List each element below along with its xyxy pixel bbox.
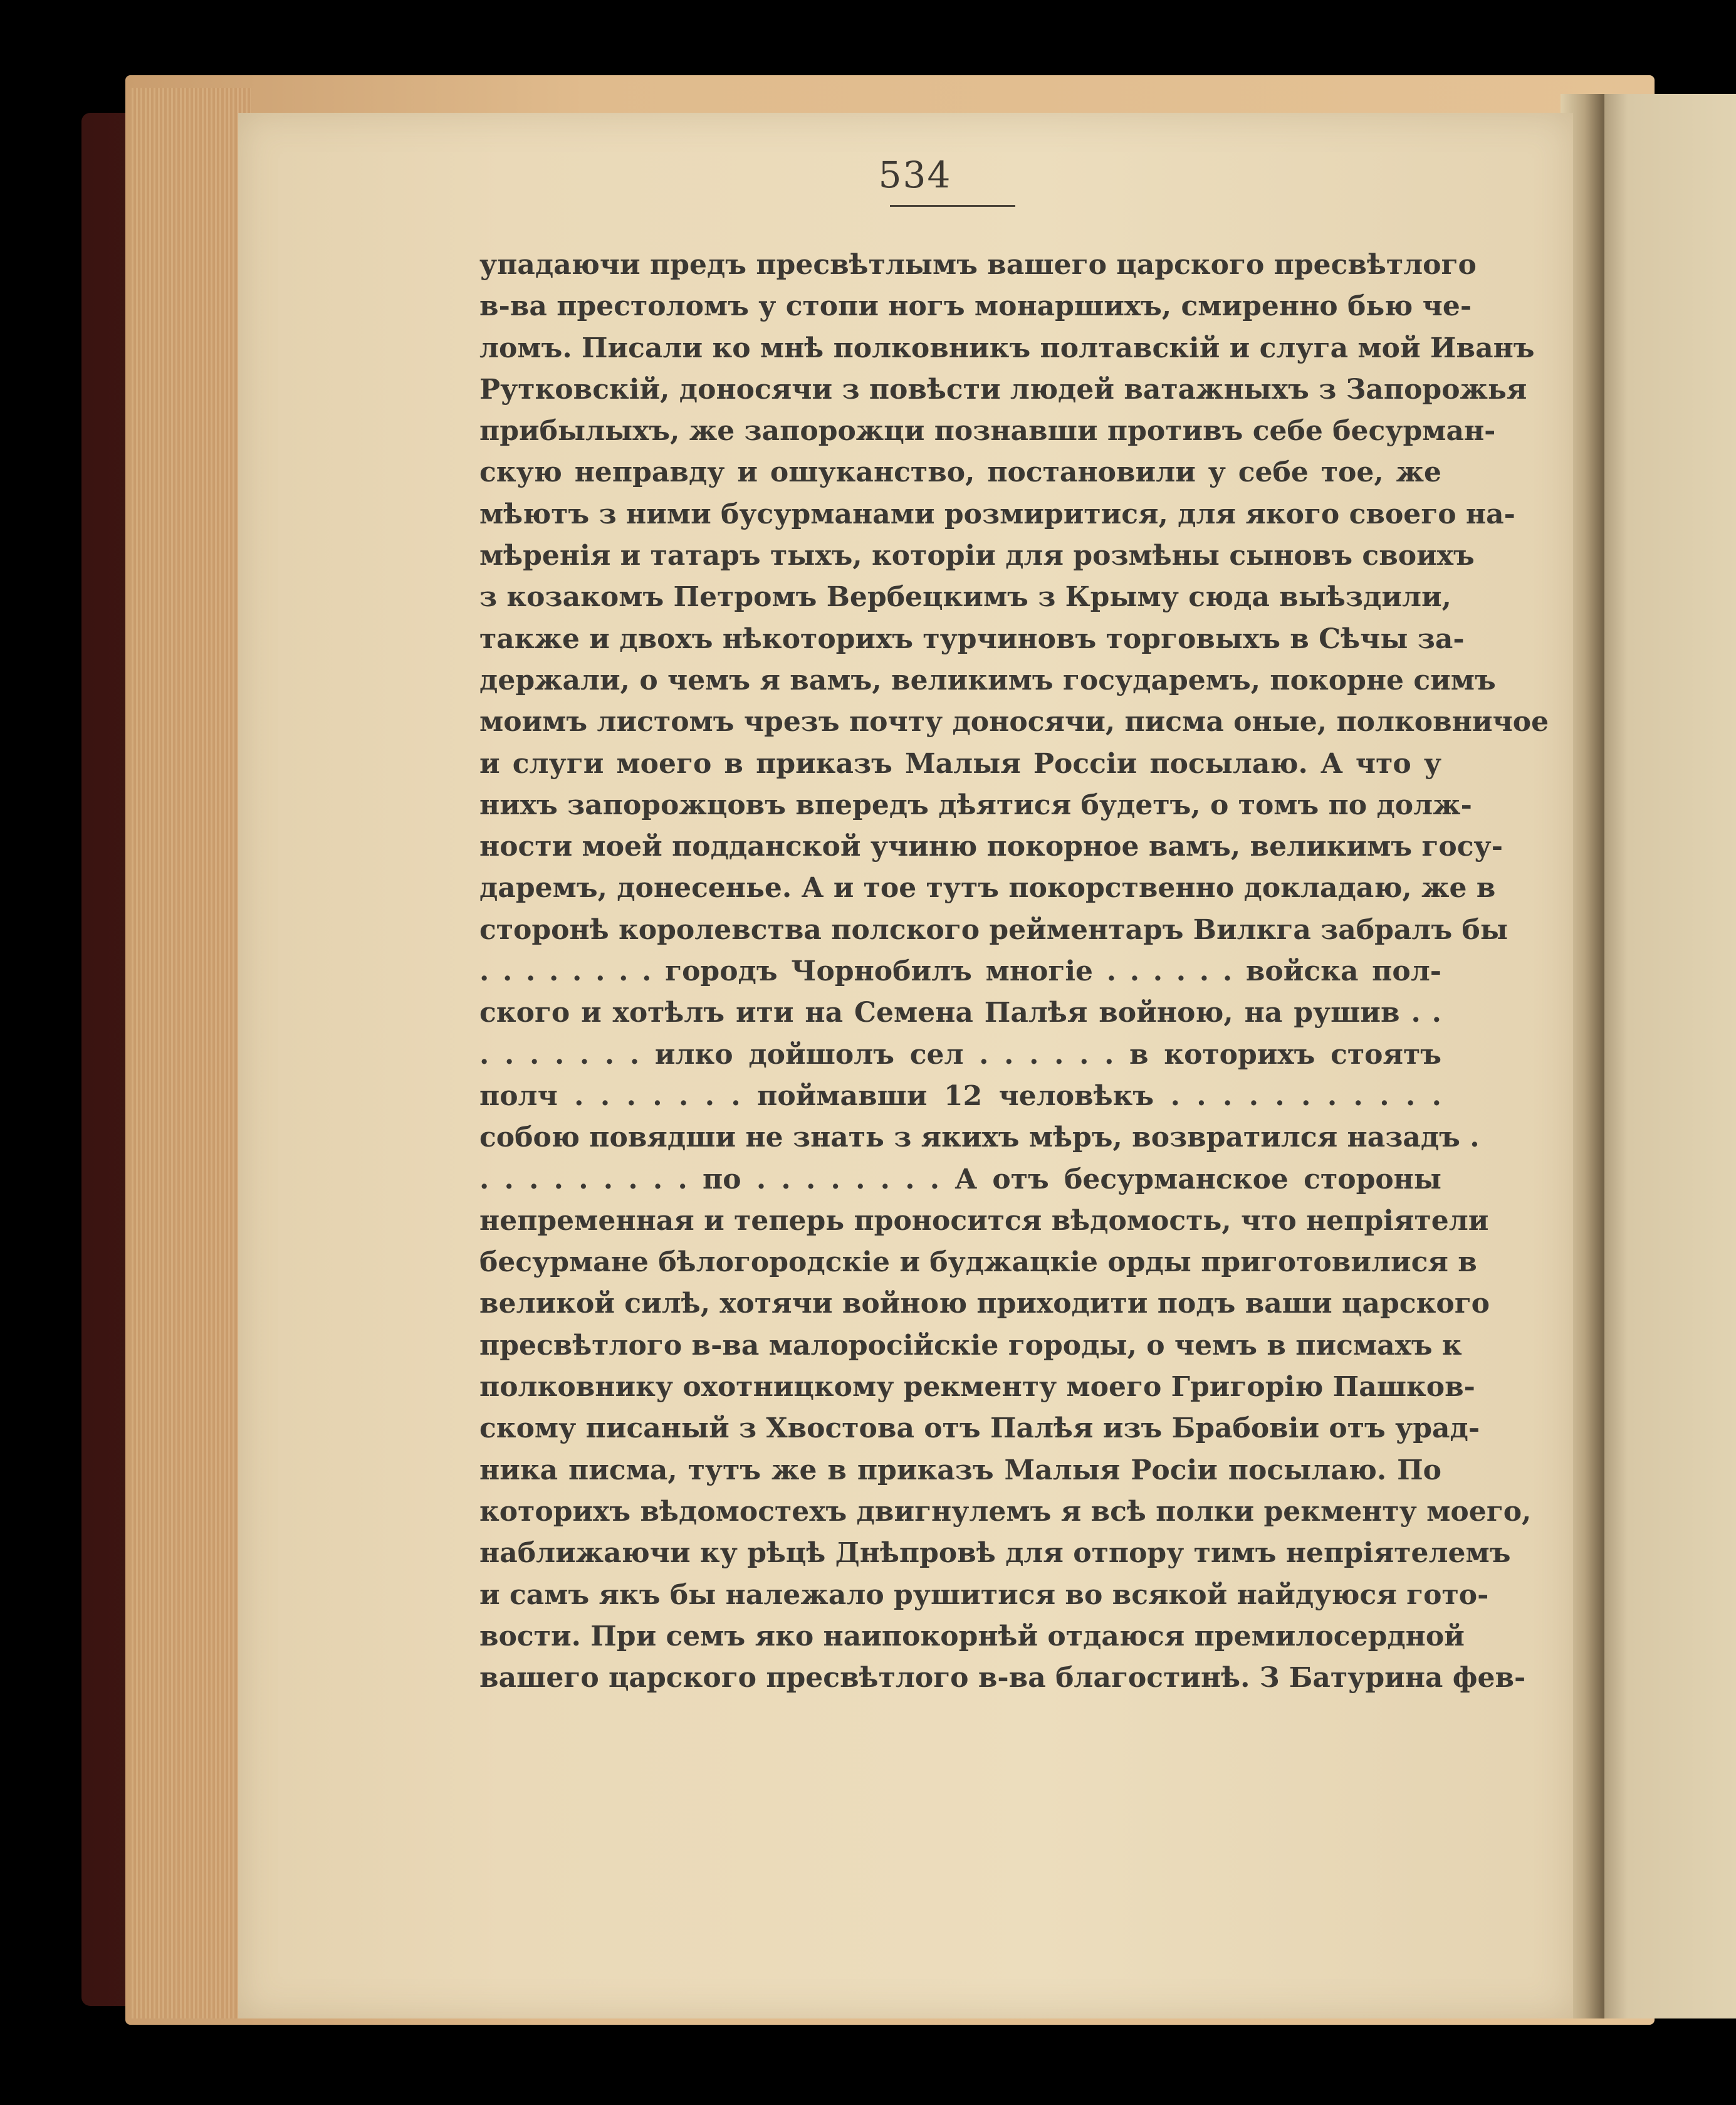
text-line: упадаючи предъ пресвѣтлымъ вашего царского пресвѣтлого (479, 249, 1477, 281)
text-line: нихъ запорожцовъ впередъ дѣятися будетъ, о томъ по долж- (479, 789, 1472, 821)
text-line: мѣренія и татаръ тыхъ, которіи для розмѣны сыновъ своихъ (479, 540, 1475, 572)
text-line: мѣютъ з ними бусурманами розмиритися, для якого своего на- (479, 498, 1515, 530)
text-line: прибылыхъ, же запорожци познавши противъ себе бесурман- (479, 415, 1496, 448)
text-line: в-ва престоломъ у стопи ногъ монаршихъ, смиренно бью че- (479, 290, 1472, 323)
text-line: вости. При семъ яко наипокорнѣй отдаюся премилосердной (479, 1620, 1465, 1652)
text-line: и самъ якъ бы належало рушитися во всякой найдуюся гото- (479, 1578, 1489, 1611)
text-line: и слуги моего в приказъ Малыя Россіи посылаю. А что у (479, 747, 1441, 780)
text-line: пресвѣтлого в-ва малоросійскіе городы, о чемъ в писмахъ к (479, 1329, 1462, 1362)
text-line: собою повядши не знать з якихъ мѣръ, возвратился назадъ . (479, 1121, 1480, 1154)
text-line: непременная и теперь проносится вѣдомость, что непріятели (479, 1204, 1489, 1237)
text-line: ника писма, тутъ же в приказъ Малыя Росіи посылаю. По (479, 1454, 1441, 1486)
text-line: ломъ. Писали ко мнѣ полковникъ полтавскій и слуга мой Иванъ (479, 332, 1535, 364)
page-number: 534 (878, 154, 952, 196)
text-line: скому писаный з Хвостова отъ Палѣя изъ Брабовіи отъ урад- (479, 1412, 1480, 1445)
text-line: великой силѣ, хотячи войною приходити подъ ваши царского (479, 1288, 1490, 1320)
text-line: которихъ вѣдомостехъ двигнулемъ я всѣ полки рекменту моего, (479, 1495, 1532, 1528)
page-edges (132, 88, 251, 2018)
text-line: . . . . . . . . . по . . . . . . . . А отъ бесурманское стороны (479, 1163, 1441, 1195)
facing-page (1592, 94, 1736, 2018)
text-line: бесурмане бѣлогородскіе и буджацкіе орды приготовилися в (479, 1246, 1477, 1279)
text-line: даремъ, донесенье. А и тое тутъ покорственно докладаю, же в (479, 872, 1496, 905)
text-line: Рутковскій, доносячи з повѣсти людей ватажныхъ з Запорожья (479, 373, 1527, 406)
text-line: сторонѣ королевства полского рейментаръ Вилкга забралъ бы (479, 913, 1508, 946)
text-line: скую неправду и ошуканство, постановили у себе тое, же (479, 456, 1441, 489)
text-line: держали, о чемъ я вамъ, великимъ государемъ, покорне симъ (479, 664, 1496, 696)
text-line: полковнику охотницкому рекменту моего Григорію Пашков- (479, 1371, 1475, 1404)
text-line: з козакомъ Петромъ Вербецкимъ з Крыму сюда выѣздили, (479, 581, 1451, 614)
text-line: также и двохъ нѣкоторихъ турчиновъ торговыхъ в Сѣчы за- (479, 622, 1465, 655)
body-text (479, 244, 1549, 1699)
text-line: моимъ листомъ чрезъ почту доносячи, писма оные, полковничое (479, 706, 1549, 738)
text-line: полч . . . . . . . поймавши 12 человѣкъ . . . . . . . . . . . (479, 1079, 1441, 1112)
text-line: наближаючи ку рѣцѣ Днѣпровѣ для отпору тимъ непріятелемъ (479, 1537, 1511, 1570)
text-line: . . . . . . . . городъ Чорнобилъ многіе . . . . . . войска пол- (479, 955, 1441, 988)
text-line: ского и хотѣлъ ити на Семена Палѣя войною, на рушив . . (479, 997, 1441, 1029)
text-line: ности моей подданской учиню покорное вамъ, великимъ госу- (479, 831, 1503, 863)
text-line: . . . . . . . илко дойшолъ сел . . . . . . в которихъ стоятъ (479, 1038, 1441, 1071)
page-number-rule (890, 205, 1015, 207)
text-line: вашего царского пресвѣтлого в-ва благостинѣ. З Батурина фев- (479, 1662, 1526, 1694)
